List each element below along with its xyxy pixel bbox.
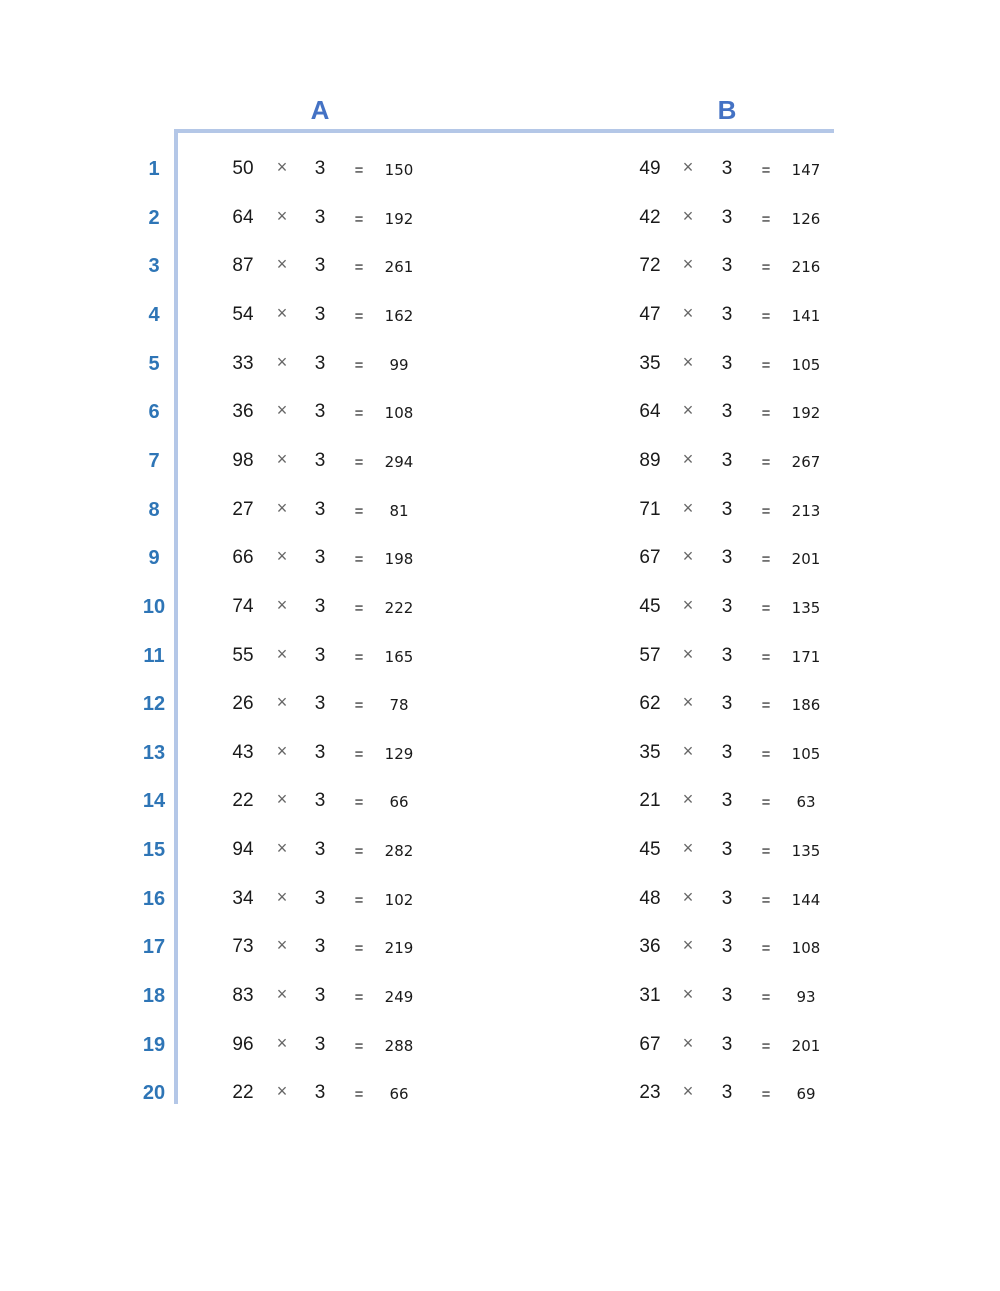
col-b-equals-sign: = [761, 989, 771, 1007]
col-a-product-answer: 66 [389, 793, 409, 812]
col-a-multiplicand: 34 [232, 887, 254, 909]
problem-row [0, 338, 1000, 386]
col-b-multiply-sign-icon: × [682, 400, 694, 421]
col-a-equals-sign: = [354, 356, 364, 374]
col-b-product-answer: 69 [796, 1085, 816, 1104]
col-a-equals-sign: = [354, 599, 364, 617]
col-b-multiplicand: 89 [639, 449, 661, 471]
col-a-equals-sign: = [354, 745, 364, 763]
col-a-multiplicand: 26 [232, 693, 254, 715]
col-a-multiply-sign-icon: × [276, 546, 288, 567]
col-a-product-answer: 198 [384, 550, 414, 569]
col-a-multiply-sign-icon: × [276, 935, 288, 956]
col-b-multiply-sign-icon: × [682, 254, 694, 275]
col-a-product-answer: 282 [384, 842, 414, 861]
row-number: 12 [142, 693, 166, 716]
col-a-product-answer: 219 [384, 939, 414, 958]
col-b-multiply-sign-icon: × [682, 594, 694, 615]
col-b-equals-sign: = [761, 843, 771, 861]
col-a-multiplier: 3 [314, 595, 326, 617]
col-b-equals-sign: = [761, 745, 771, 763]
col-b-multiplicand: 35 [639, 741, 661, 763]
col-a-multiplier: 3 [314, 936, 326, 958]
col-a-multiplicand: 83 [232, 985, 254, 1007]
col-a-multiplicand: 74 [232, 595, 254, 617]
col-b-equals-sign: = [761, 940, 771, 958]
col-a-multiplicand: 55 [232, 644, 254, 666]
col-a-multiplicand: 22 [232, 790, 254, 812]
problem-row [0, 921, 1000, 969]
col-b-multiplier: 3 [721, 206, 733, 228]
col-a-multiply-sign-icon: × [276, 886, 288, 907]
col-b-multiply-sign-icon: × [682, 448, 694, 469]
col-b-multiply-sign-icon: × [682, 643, 694, 664]
col-b-equals-sign: = [761, 356, 771, 374]
col-b-product-answer: 186 [791, 696, 821, 715]
col-b-product-answer: 105 [791, 744, 821, 763]
col-b-equals-sign: = [761, 1037, 771, 1055]
col-a-multiplier: 3 [314, 498, 326, 520]
col-a-equals-sign: = [354, 162, 364, 179]
col-b-multiplicand: 42 [639, 206, 661, 228]
row-number: 8 [148, 498, 160, 521]
col-b-multiplier: 3 [721, 887, 733, 909]
col-b-multiply-sign-icon: × [682, 886, 694, 907]
row-number: 11 [143, 644, 165, 667]
col-a-equals-sign: = [354, 989, 364, 1007]
col-b-multiply-sign-icon: × [682, 351, 694, 372]
col-b-product-answer: 144 [791, 890, 821, 909]
col-a-multiply-sign-icon: × [276, 740, 288, 761]
column-header-b: B [717, 95, 737, 125]
col-b-multiplier: 3 [721, 352, 733, 374]
col-a-multiplicand: 54 [232, 303, 254, 325]
col-a-multiply-sign-icon: × [276, 594, 288, 615]
col-b-equals-sign: = [761, 502, 771, 520]
col-b-multiplicand: 72 [639, 255, 661, 277]
row-number: 16 [142, 887, 166, 910]
row-number: 13 [142, 741, 166, 764]
col-b-product-answer: 105 [791, 355, 821, 374]
row-number: 17 [142, 936, 166, 959]
col-a-multiplicand: 43 [232, 741, 254, 763]
col-b-multiply-sign-icon: × [682, 546, 694, 567]
col-a-multiplier: 3 [314, 547, 326, 569]
col-b-product-answer: 135 [791, 598, 821, 617]
col-a-multiplier: 3 [314, 255, 326, 277]
col-a-product-answer: 108 [384, 404, 414, 423]
col-b-product-answer: 108 [791, 939, 821, 958]
col-b-product-answer: 201 [791, 550, 821, 569]
col-a-multiply-sign-icon: × [276, 1032, 288, 1053]
col-a-multiplier: 3 [314, 158, 326, 179]
problem-row [0, 678, 1000, 726]
row-number: 15 [142, 839, 166, 862]
col-a-product-answer: 78 [389, 696, 409, 715]
col-a-product-answer: 99 [389, 355, 409, 374]
col-a-product-answer: 288 [384, 1036, 414, 1055]
col-a-equals-sign: = [354, 794, 364, 812]
row-number: 2 [148, 206, 160, 229]
col-a-multiplicand: 22 [232, 1082, 254, 1104]
col-b-multiply-sign-icon: × [682, 692, 694, 713]
col-b-multiplier: 3 [721, 1082, 733, 1104]
col-a-multiply-sign-icon: × [276, 838, 288, 859]
col-b-multiplicand: 21 [639, 790, 661, 812]
col-a-multiplicand: 36 [232, 401, 254, 423]
col-a-multiply-sign-icon: × [276, 302, 288, 323]
col-b-equals-sign: = [761, 599, 771, 617]
col-b-multiplicand: 62 [639, 693, 661, 715]
col-a-product-answer: 150 [384, 161, 414, 179]
col-b-product-answer: 171 [791, 647, 821, 666]
col-b-equals-sign: = [761, 891, 771, 909]
problem-row [0, 775, 1000, 823]
row-number: 7 [148, 449, 160, 472]
col-b-product-answer: 141 [791, 306, 821, 325]
row-number: 18 [142, 985, 166, 1008]
col-a-multiply-sign-icon: × [276, 205, 288, 226]
col-b-multiplicand: 67 [639, 1033, 661, 1055]
col-a-product-answer: 162 [384, 306, 414, 325]
col-b-multiply-sign-icon: × [682, 205, 694, 226]
col-a-multiplier: 3 [314, 887, 326, 909]
row-number: 6 [148, 401, 160, 424]
col-b-equals-sign: = [761, 794, 771, 812]
col-a-multiply-sign-icon: × [276, 497, 288, 518]
col-b-equals-sign: = [761, 210, 771, 228]
col-b-multiplier: 3 [721, 936, 733, 958]
col-b-multiplier: 3 [721, 498, 733, 520]
col-b-multiplier: 3 [721, 839, 733, 861]
col-a-product-answer: 66 [389, 1085, 409, 1104]
col-b-multiplicand: 23 [639, 1082, 661, 1104]
col-a-multiplier: 3 [314, 1033, 326, 1055]
col-b-multiplicand: 45 [639, 839, 661, 861]
col-a-multiplicand: 73 [232, 936, 254, 958]
col-a-multiply-sign-icon: × [276, 643, 288, 664]
col-b-product-answer: 201 [791, 1036, 821, 1055]
col-a-equals-sign: = [354, 697, 364, 715]
problem-row [0, 824, 1000, 872]
col-a-multiply-sign-icon: × [276, 448, 288, 469]
col-b-product-answer: 267 [791, 452, 821, 471]
row-number: 9 [148, 547, 160, 570]
col-b-multiply-sign-icon: × [682, 497, 694, 518]
col-a-multiplier: 3 [314, 985, 326, 1007]
problem-row [0, 1019, 1000, 1067]
problem-row [0, 240, 1000, 288]
col-a-multiplier: 3 [314, 206, 326, 228]
col-b-multiply-sign-icon: × [682, 1081, 694, 1102]
col-b-multiply-sign-icon: × [682, 1032, 694, 1053]
col-a-multiply-sign-icon: × [276, 692, 288, 713]
col-a-multiply-sign-icon: × [276, 1081, 288, 1102]
col-a-equals-sign: = [354, 502, 364, 520]
col-b-multiplicand: 67 [639, 547, 661, 569]
col-b-multiplier: 3 [721, 449, 733, 471]
col-b-equals-sign: = [761, 1086, 771, 1104]
row-number: 5 [148, 352, 160, 375]
col-a-equals-sign: = [354, 1086, 364, 1104]
col-a-multiplier: 3 [314, 303, 326, 325]
col-b-product-answer: 213 [791, 501, 821, 520]
col-a-equals-sign: = [354, 843, 364, 861]
row-number: 14 [142, 790, 166, 813]
col-b-multiplicand: 35 [639, 352, 661, 374]
row-number: 1 [148, 158, 160, 180]
problem-row [0, 727, 1000, 775]
header-rule [174, 129, 834, 133]
column-header-a: A [310, 95, 330, 125]
col-b-multiplier: 3 [721, 741, 733, 763]
col-a-multiplier: 3 [314, 790, 326, 812]
problem-row [0, 630, 1000, 678]
col-a-multiplicand: 94 [232, 839, 254, 861]
col-a-multiplier: 3 [314, 741, 326, 763]
col-b-product-answer: 93 [796, 988, 816, 1007]
col-a-multiplicand: 50 [232, 158, 254, 179]
problem-row [0, 532, 1000, 580]
problem-row [0, 484, 1000, 532]
col-a-equals-sign: = [354, 891, 364, 909]
col-b-multiplier: 3 [721, 790, 733, 812]
col-b-multiplier: 3 [721, 1033, 733, 1055]
col-b-equals-sign: = [761, 453, 771, 471]
col-a-multiplier: 3 [314, 839, 326, 861]
col-b-multiplicand: 64 [639, 401, 661, 423]
col-a-equals-sign: = [354, 210, 364, 228]
col-b-product-answer: 192 [791, 404, 821, 423]
col-a-product-answer: 102 [384, 890, 414, 909]
col-b-multiply-sign-icon: × [682, 789, 694, 810]
col-a-equals-sign: = [354, 1037, 364, 1055]
col-b-product-answer: 147 [791, 161, 821, 179]
col-a-multiplicand: 64 [232, 206, 254, 228]
col-b-multiply-sign-icon: × [682, 984, 694, 1005]
problem-row [0, 970, 1000, 1018]
col-a-product-answer: 294 [384, 452, 414, 471]
col-a-equals-sign: = [354, 648, 364, 666]
problem-row [0, 581, 1000, 629]
col-a-equals-sign: = [354, 405, 364, 423]
col-b-multiplier: 3 [721, 255, 733, 277]
col-b-multiplier: 3 [721, 693, 733, 715]
col-a-equals-sign: = [354, 453, 364, 471]
col-b-product-answer: 63 [796, 793, 816, 812]
col-b-product-answer: 135 [791, 842, 821, 861]
col-b-multiplier: 3 [721, 547, 733, 569]
col-b-product-answer: 216 [791, 258, 821, 277]
col-a-multiplicand: 87 [232, 255, 254, 277]
col-b-equals-sign: = [761, 162, 771, 179]
problem-row [0, 192, 1000, 240]
problem-row [0, 289, 1000, 337]
col-a-multiply-sign-icon: × [276, 351, 288, 372]
col-a-product-answer: 81 [389, 501, 409, 520]
col-a-multiply-sign-icon: × [276, 984, 288, 1005]
col-b-multiply-sign-icon: × [682, 157, 694, 177]
problem-row [0, 1067, 1000, 1115]
col-b-multiply-sign-icon: × [682, 740, 694, 761]
col-a-multiplier: 3 [314, 644, 326, 666]
col-a-multiplicand: 27 [232, 498, 254, 520]
col-b-multiplicand: 71 [639, 498, 661, 520]
col-b-multiplicand: 49 [639, 158, 661, 179]
col-a-multiply-sign-icon: × [276, 789, 288, 810]
row-number: 10 [142, 595, 166, 618]
col-a-product-answer: 222 [384, 598, 414, 617]
col-b-equals-sign: = [761, 307, 771, 325]
col-a-multiplicand: 66 [232, 547, 254, 569]
col-b-multiply-sign-icon: × [682, 935, 694, 956]
col-b-multiplicand: 48 [639, 887, 661, 909]
col-b-product-answer: 126 [791, 209, 821, 228]
col-a-multiplier: 3 [314, 693, 326, 715]
col-a-multiplicand: 98 [232, 449, 254, 471]
col-b-multiplier: 3 [721, 985, 733, 1007]
col-b-multiplier: 3 [721, 401, 733, 423]
col-a-product-answer: 165 [384, 647, 414, 666]
col-b-equals-sign: = [761, 697, 771, 715]
col-a-product-answer: 129 [384, 744, 414, 763]
problem-row [0, 873, 1000, 921]
col-a-product-answer: 261 [384, 258, 414, 277]
col-b-multiplier: 3 [721, 644, 733, 666]
col-a-multiplier: 3 [314, 352, 326, 374]
row-number: 19 [142, 1033, 166, 1056]
row-number: 4 [148, 303, 160, 326]
col-b-multiplicand: 47 [639, 303, 661, 325]
row-number: 3 [148, 255, 160, 278]
col-b-multiplier: 3 [721, 158, 733, 179]
col-b-multiplier: 3 [721, 595, 733, 617]
col-a-multiplicand: 96 [232, 1033, 254, 1055]
col-b-multiplicand: 57 [639, 644, 661, 666]
col-b-multiplicand: 36 [639, 936, 661, 958]
problem-row [0, 386, 1000, 434]
col-b-multiply-sign-icon: × [682, 302, 694, 323]
col-a-multiply-sign-icon: × [276, 400, 288, 421]
col-b-multiplicand: 45 [639, 595, 661, 617]
col-b-multiply-sign-icon: × [682, 838, 694, 859]
col-a-equals-sign: = [354, 307, 364, 325]
col-b-multiplier: 3 [721, 303, 733, 325]
col-b-equals-sign: = [761, 259, 771, 277]
col-a-equals-sign: = [354, 940, 364, 958]
problem-row [0, 143, 1000, 191]
col-b-multiplicand: 31 [639, 985, 661, 1007]
col-b-equals-sign: = [761, 551, 771, 569]
row-number: 20 [142, 1082, 166, 1105]
col-a-multiply-sign-icon: × [276, 254, 288, 275]
col-a-multiplier: 3 [314, 449, 326, 471]
col-a-product-answer: 249 [384, 988, 414, 1007]
problem-row [0, 435, 1000, 483]
col-b-equals-sign: = [761, 405, 771, 423]
col-b-equals-sign: = [761, 648, 771, 666]
col-a-equals-sign: = [354, 551, 364, 569]
col-a-multiplicand: 33 [232, 352, 254, 374]
col-a-multiply-sign-icon: × [276, 157, 288, 177]
col-a-multiplier: 3 [314, 1082, 326, 1104]
col-a-equals-sign: = [354, 259, 364, 277]
col-a-product-answer: 192 [384, 209, 414, 228]
col-a-multiplier: 3 [314, 401, 326, 423]
